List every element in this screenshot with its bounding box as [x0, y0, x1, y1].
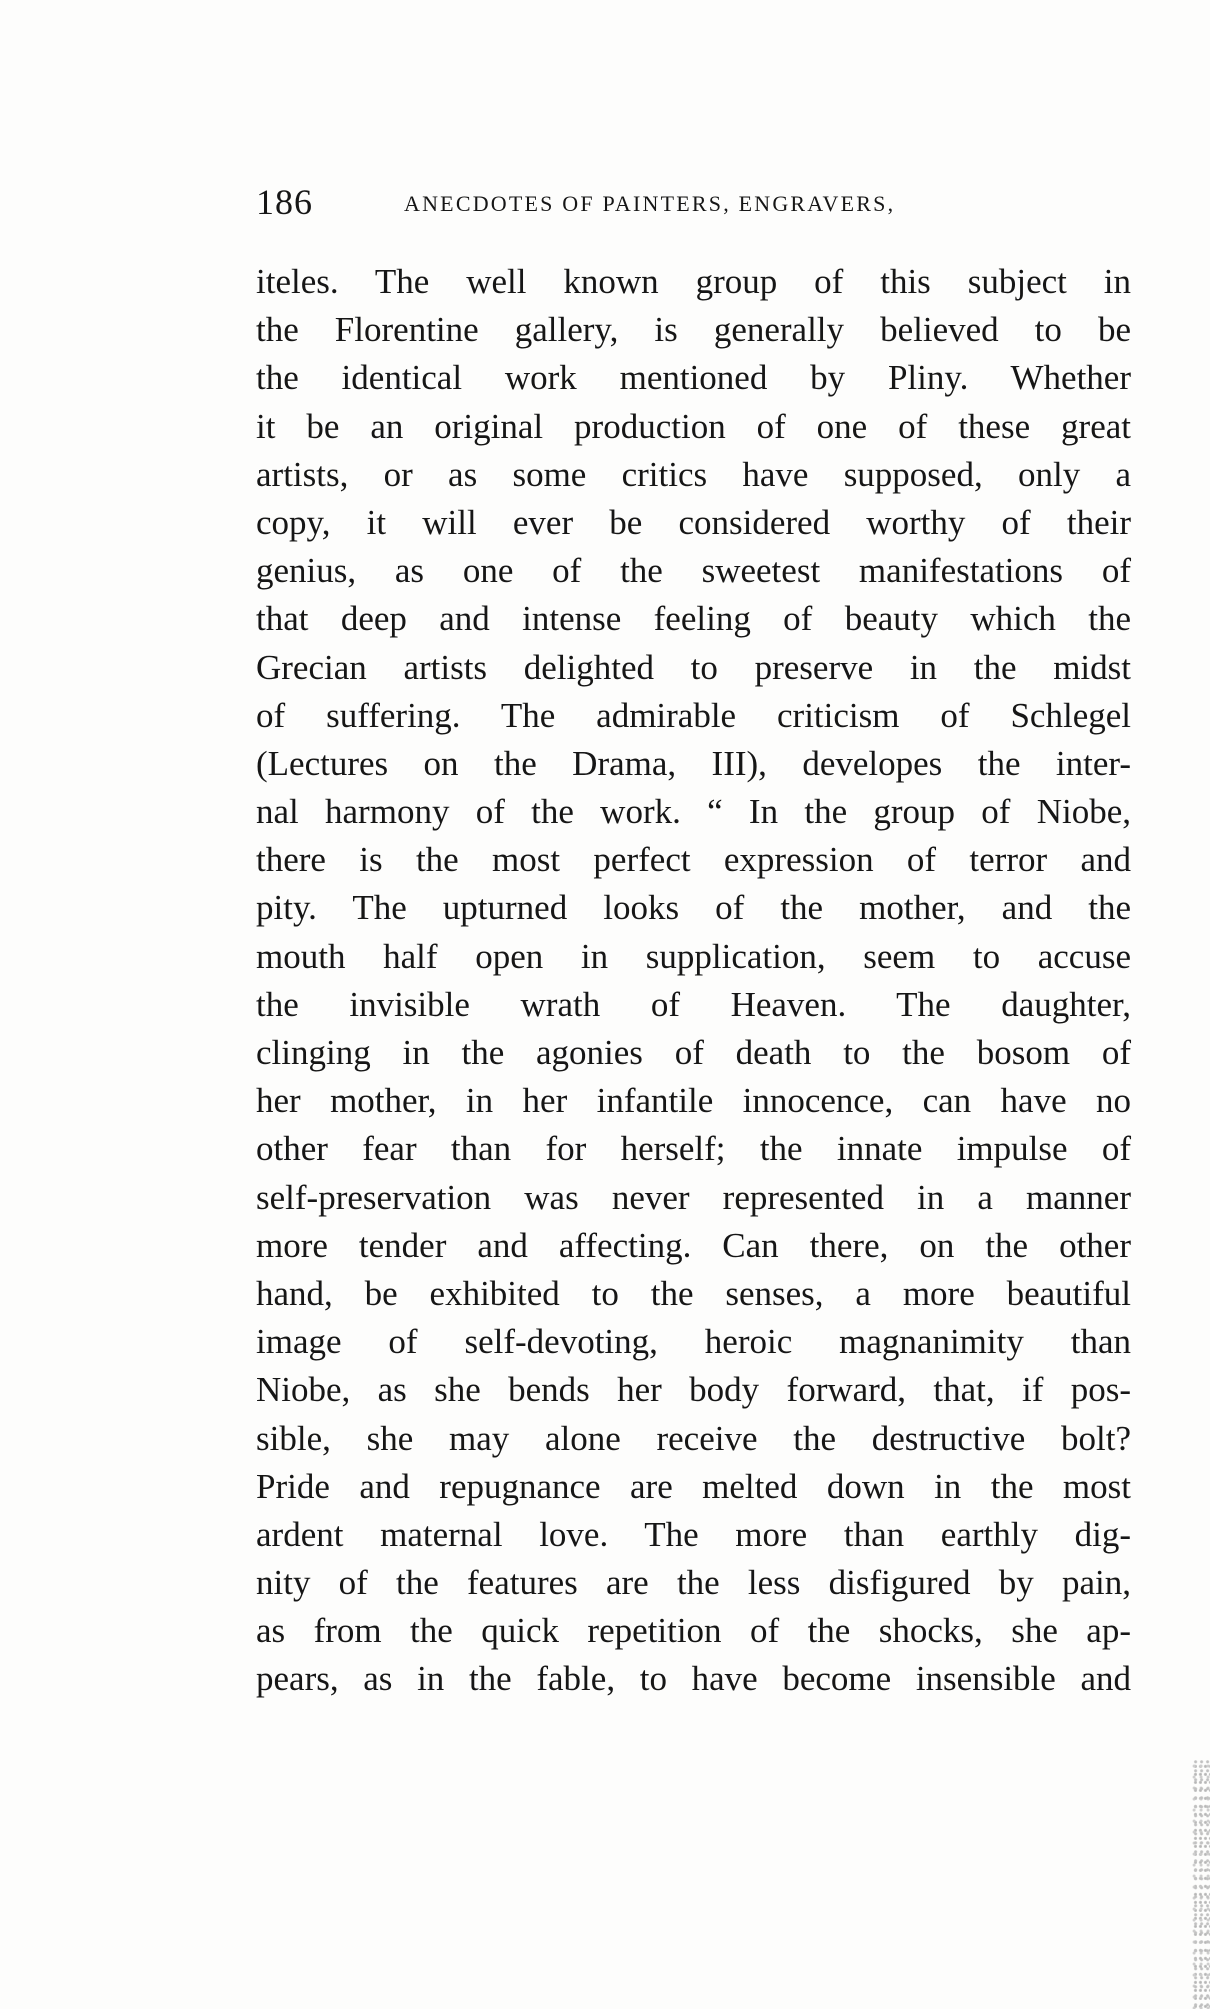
- running-head-title: ANECDOTES OF PAINTERS, ENGRAVERS,: [404, 191, 896, 216]
- text-line: ardent maternal love. The more than earthly dig-: [256, 1514, 1131, 1554]
- text-line: Niobe, as she bends her body forward, that, if pos-: [256, 1370, 1131, 1410]
- text-line: image of self-devoting, heroic magnanimity than: [256, 1322, 1131, 1362]
- text-line: self-preservation was never represented in a manner: [256, 1177, 1131, 1217]
- text-line: Pride and repugnance are melted down in the most: [256, 1466, 1131, 1506]
- text-line: sible, she may alone receive the destructive bolt?: [256, 1418, 1131, 1458]
- text-line: the Florentine gallery, is generally believed to be: [256, 310, 1131, 350]
- text-line: artists, or as some critics have supposed, only a: [256, 454, 1131, 494]
- text-line: iteles. The well known group of this subject in: [256, 262, 1131, 301]
- page-edge-specks: [1192, 1760, 1210, 2009]
- text-line: mouth half open in supplication, seem to accuse: [256, 936, 1131, 976]
- text-line: the identical work mentioned by Pliny. Whether: [256, 358, 1131, 398]
- text-line: nal harmony of the work. “ In the group of Niobe,: [256, 792, 1131, 832]
- text-line: as from the quick repetition of the shocks, she ap-: [256, 1611, 1131, 1651]
- text-line: copy, it will ever be considered worthy of their: [256, 502, 1131, 542]
- text-line: Grecian artists delighted to preserve in the midst: [256, 647, 1131, 687]
- body-text: [256, 258, 1131, 1704]
- running-head: [256, 178, 1086, 226]
- text-line: her mother, in her infantile innocence, can have no: [256, 1081, 1131, 1121]
- text-line: of suffering. The admirable criticism of Schlegel: [256, 695, 1131, 735]
- text-line: (Lectures on the Drama, III), developes the inter-: [256, 743, 1131, 783]
- text-line: pity. The upturned looks of the mother, and the: [256, 888, 1131, 928]
- text-line: clinging in the agonies of death to the bosom of: [256, 1033, 1131, 1072]
- text-line: more tender and affecting. Can there, on the other: [256, 1225, 1131, 1265]
- text-line: it be an original production of one of these great: [256, 406, 1131, 446]
- text-line: there is the most perfect expression of terror and: [256, 840, 1131, 880]
- text-line: that deep and intense feeling of beauty which the: [256, 599, 1131, 639]
- text-line: nity of the features are the less disfigured by pain,: [256, 1563, 1131, 1603]
- text-line: genius, as one of the sweetest manifestations of: [256, 551, 1131, 591]
- text-line: the invisible wrath of Heaven. The daughter,: [256, 984, 1131, 1024]
- text-line: hand, be exhibited to the senses, a more beautiful: [256, 1273, 1131, 1313]
- text-line: pears, as in the fable, to have become insensible and: [256, 1659, 1131, 1699]
- page-number: 186: [256, 182, 313, 222]
- text-line: other fear than for herself; the innate impulse of: [256, 1129, 1131, 1169]
